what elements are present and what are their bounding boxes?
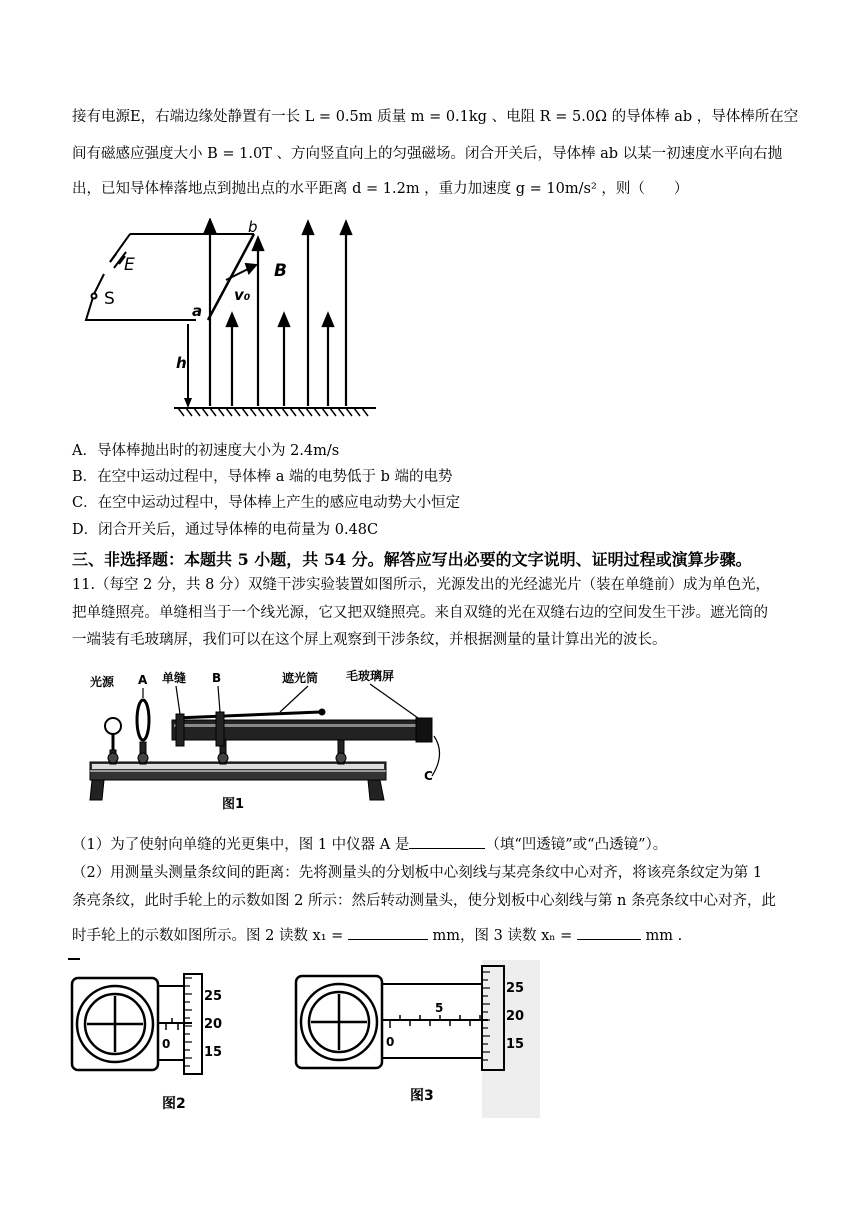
label-light-source: 光源 (90, 675, 115, 689)
fig1-caption: 图1 (222, 797, 245, 812)
label-hood: 遮光筒 (282, 671, 319, 685)
q11-sub2-unit: mm . (645, 928, 683, 944)
label-S: S (104, 289, 115, 309)
label-screen: 毛玻璃屏 (346, 669, 395, 683)
option-b: B．在空中运动过程中，导体棒 a 端的电势低于 b 端的电势 (72, 469, 453, 485)
q11-sub2-x1-label: 时手轮上的示数如图所示。图 2 读数 x₁ = (72, 928, 344, 944)
option-d: D．闭合开关后，通过导体棒的电荷量为 0.48C (72, 522, 379, 538)
q11-sub2-line-2: 条亮条纹，此时手轮上的示数如图 2 所示：然后转动测量头，使分划板中心刻线与第 n 条亮条纹中心对齐，此 (72, 893, 776, 909)
q11-sub2-line-1: （2）用测量头测量条纹间的距离：先将测量头的分划板中心刻线与某亮条纹中心对齐，将该亮条纹定为第 1 (72, 865, 763, 881)
label-B-fig1: B (212, 671, 222, 685)
fig3-caption: 图3 (410, 1088, 434, 1104)
label-v0: v₀ (234, 286, 251, 304)
answer-blank-lens[interactable] (409, 834, 485, 849)
fig3-tick-15: 15 (506, 1037, 525, 1052)
micrometer-figure-3 (292, 960, 542, 1118)
answer-blank-xn[interactable] (577, 925, 641, 940)
q10-line-3: 出，已知导体棒落地点到抛出点的水平距离 d = 1.2m ，重力加速度 g = 10m/s² ，则（ ） (72, 181, 689, 197)
label-b: b (248, 218, 258, 236)
fig3-main-five: 5 (435, 1001, 444, 1015)
fig2-tick-20: 20 (204, 1017, 223, 1032)
label-A: A (138, 673, 148, 687)
label-slit: 单缝 (162, 671, 187, 685)
fig2-caption: 图2 (162, 1096, 186, 1112)
rod-field-figure (84, 218, 394, 423)
q11-line-3: 一端装有毛玻璃屏，我们可以在这个屏上观察到干涉条纹，并根据测量的量计算出光的波长。 (72, 632, 667, 648)
label-h: h (176, 354, 187, 372)
answer-blank-x1[interactable] (348, 925, 428, 940)
q10-line-1: 接有电源E，右端边缘处静置有一长 L = 0.5m 质量 m = 0.1kg 、电阻 R = 5.0Ω 的导体棒 ab ，导体棒所在空 (72, 109, 799, 125)
label-B: B (274, 261, 287, 281)
q11-sub1 (72, 834, 667, 856)
micrometer-figure-2 (70, 968, 250, 1118)
fig2-tick-15: 15 (204, 1045, 223, 1060)
q11-sub2-xn-label: mm，图 3 读数 xₙ = (432, 928, 573, 944)
label-C: C (424, 769, 433, 783)
fig3-main-zero: 0 (386, 1035, 395, 1049)
q11-sub1-pre: （1）为了使射向单缝的光更集中，图 1 中仪器 A 是 (72, 837, 410, 853)
q11-sub1-post: （填“凹透镜”或“凸透镜”）。 (485, 837, 668, 853)
double-slit-apparatus-figure (84, 668, 444, 814)
fig3-tick-25: 25 (506, 981, 525, 996)
section-heading: 三、非选择题：本题共 5 小题，共 54 分。解答应写出必要的文字说明、证明过程或演算步骤。 (72, 550, 752, 569)
q11-sub2-line-3 (72, 925, 682, 947)
option-c: C．在空中运动过程中，导体棒上产生的感应电动势大小恒定 (72, 495, 461, 511)
stray-mark (68, 958, 80, 960)
q10-line-2: 间有磁感应强度大小 B = 1.0T 、方向竖直向上的匀强磁场。闭合开关后，导体棒 ab 以某一初速度水平向右抛 (72, 146, 783, 162)
fig2-tick-25: 25 (204, 989, 223, 1004)
label-E: E (124, 255, 135, 275)
q11-line-2: 把单缝照亮。单缝相当于一个线光源，它又把双缝照亮。来自双缝的光在双缝右边的空间发生干涉。遮光筒的 (72, 605, 768, 621)
q11-line-1: 11.（每空 2 分，共 8 分）双缝干涉实验装置如图所示，光源发出的光经滤光片（装在单缝前）成为单色光， (72, 577, 770, 593)
label-a: a (192, 302, 203, 320)
fig2-main-zero: 0 (162, 1037, 171, 1051)
fig3-tick-20: 20 (506, 1009, 525, 1024)
option-a: A．导体棒抛出时的初速度大小为 2.4m/s (72, 443, 340, 459)
